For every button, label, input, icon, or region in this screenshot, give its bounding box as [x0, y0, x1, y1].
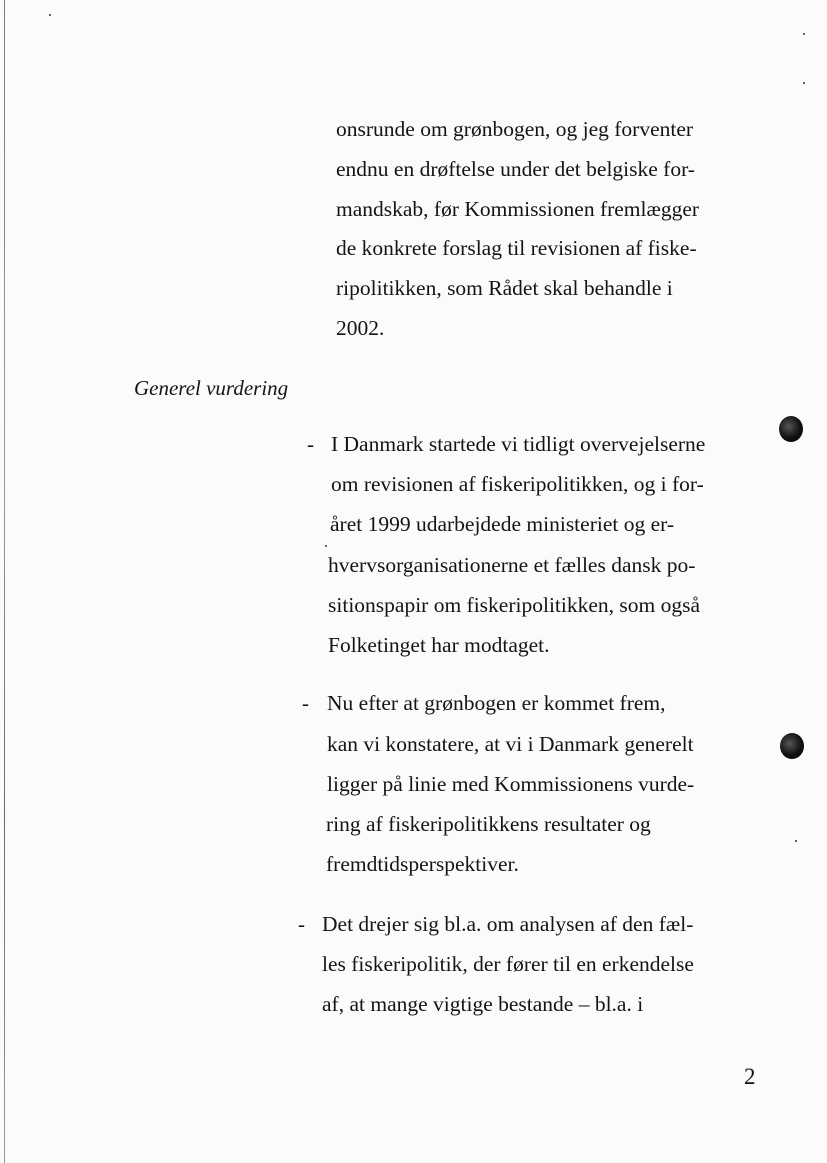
text-line: hvervsorganisationerne et fælles dansk po- [328, 553, 696, 577]
text-line: les fiskeripolitik, der fører til en erkendelse [322, 952, 694, 976]
text-line: I Danmark startede vi tidligt overvejelserne [331, 432, 706, 456]
text-line: Nu efter at grønbogen er kommet frem, [327, 691, 666, 715]
section-heading: Generel vurdering [134, 376, 289, 400]
text-line: Folketinget har modtaget. [328, 633, 550, 657]
page-number: 2 [744, 1064, 756, 1089]
scan-speck [803, 33, 805, 35]
text-line: fremdtidsperspektiver. [326, 852, 519, 876]
punch-hole [779, 416, 803, 442]
text-line: endnu en drøftelse under det belgiske for- [336, 157, 695, 181]
text-line: kan vi konstatere, at vi i Danmark generelt [327, 732, 694, 756]
scan-speck [325, 545, 327, 547]
scan-speck [795, 840, 797, 842]
bullet-marker: - [307, 432, 314, 456]
text-line: året 1999 udarbejdede ministeriet og er- [330, 512, 675, 536]
text-line: Det drejer sig bl.a. om analysen af den fæl- [322, 912, 694, 936]
text-line: ripolitikken, som Rådet skal behandle i [336, 276, 673, 300]
scan-speck [49, 14, 51, 16]
text-line: sitionspapir om fiskeripolitikken, som også [328, 593, 701, 617]
scan-speck [803, 82, 805, 84]
text-line: ligger på linie med Kommissionens vurde- [327, 772, 695, 796]
text-line: mandskab, før Kommissionen fremlægger [336, 197, 700, 221]
text-line: 2002. [336, 316, 385, 340]
bullet-marker: - [298, 912, 305, 936]
text-line: de konkrete forslag til revisionen af fiske- [336, 236, 697, 260]
text-line: af, at mange vigtige bestande – bl.a. i [322, 992, 644, 1016]
text-line: ring af fiskeripolitikkens resultater og [326, 812, 651, 836]
punch-hole [780, 733, 804, 759]
bullet-marker: - [302, 691, 309, 715]
scan-edge [4, 0, 5, 1163]
text-line: om revisionen af fiskeripolitikken, og i for- [331, 472, 704, 496]
text-line: onsrunde om grønbogen, og jeg forventer [336, 117, 694, 141]
